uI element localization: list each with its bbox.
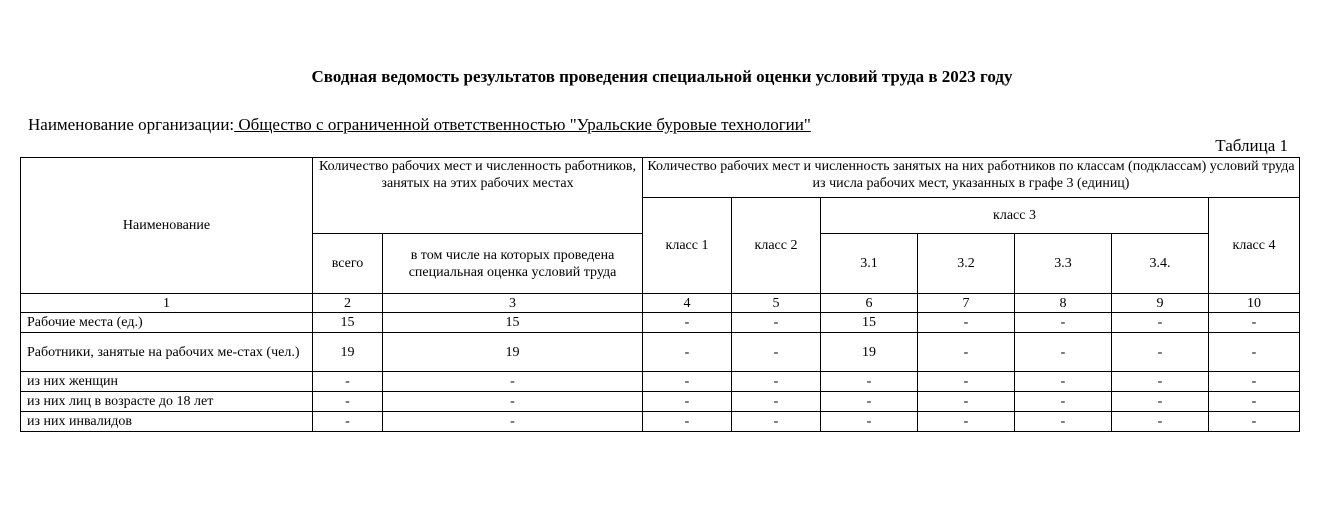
table-cell: -	[821, 412, 918, 432]
table-row	[21, 372, 1300, 392]
column-number: 6	[821, 294, 918, 313]
table-cell: -	[1015, 392, 1112, 412]
table-cell: -	[1209, 333, 1300, 372]
column-number-row	[21, 294, 1300, 313]
table-row	[21, 392, 1300, 412]
row-label: Рабочие места (ед.)	[21, 313, 313, 333]
table-cell: -	[821, 372, 918, 392]
row-label: из них женщин	[21, 372, 313, 392]
table-cell: -	[1112, 372, 1209, 392]
column-number: 8	[1015, 294, 1112, 313]
header-assessed: в том числе на которых проведена специальная оценка условий труда	[383, 234, 643, 294]
header-subclass-3-2: 3.2	[918, 234, 1015, 294]
table-cell: -	[918, 412, 1015, 432]
table-cell: 19	[383, 333, 643, 372]
header-row-1	[21, 158, 1300, 198]
summary-table	[20, 157, 1300, 432]
table-cell: -	[643, 392, 732, 412]
table-cell: -	[313, 392, 383, 412]
header-total: всего	[313, 234, 383, 294]
table-cell: 15	[313, 313, 383, 333]
table-row	[21, 333, 1300, 372]
column-number: 10	[1209, 294, 1300, 313]
table-caption: Таблица 1	[1215, 136, 1288, 155]
table-cell: -	[383, 412, 643, 432]
table-cell: -	[918, 313, 1015, 333]
table-cell: -	[313, 372, 383, 392]
header-subclass-3-4: 3.4.	[1112, 234, 1209, 294]
table-cell: -	[821, 392, 918, 412]
header-class-4: класс 4	[1209, 198, 1300, 294]
header-group-classes: Количество рабочих мест и численность занятых на них работников по классам (подклассам) условий труда из числа рабочих мест, указанных в графе 3 (единиц)	[643, 158, 1300, 198]
table-row	[21, 313, 1300, 333]
table-cell: 15	[821, 313, 918, 333]
header-subclass-3-3: 3.3	[1015, 234, 1112, 294]
table-cell: 19	[821, 333, 918, 372]
table-cell: -	[1209, 372, 1300, 392]
row-label: Работники, занятые на рабочих ме-стах (чел.)	[21, 333, 313, 372]
table-cell: -	[918, 333, 1015, 372]
row-label: из них инвалидов	[21, 412, 313, 432]
table-cell: -	[1112, 412, 1209, 432]
column-number: 9	[1112, 294, 1209, 313]
table-cell: -	[643, 333, 732, 372]
row-label: из них лиц в возрасте до 18 лет	[21, 392, 313, 412]
table-cell: -	[643, 372, 732, 392]
table-cell: -	[383, 372, 643, 392]
table-cell: -	[643, 313, 732, 333]
table-cell: -	[732, 412, 821, 432]
header-class-3: класс 3	[821, 198, 1209, 234]
table-cell: -	[1112, 313, 1209, 333]
table-row	[21, 412, 1300, 432]
table-cell: -	[918, 372, 1015, 392]
column-number: 7	[918, 294, 1015, 313]
organization-name: Общество с ограниченной ответственностью "Уральские буровые технологии"	[234, 115, 811, 134]
table-cell: -	[1209, 392, 1300, 412]
column-number: 4	[643, 294, 732, 313]
table-cell: -	[1015, 333, 1112, 372]
table-cell: -	[1112, 333, 1209, 372]
table-cell: -	[732, 372, 821, 392]
header-class-2: класс 2	[732, 198, 821, 294]
page-title: Сводная ведомость результатов проведения специальной оценки условий труда в 2023 году	[311, 67, 1013, 86]
table-cell: -	[383, 392, 643, 412]
table-cell: -	[732, 392, 821, 412]
organization-line	[28, 115, 811, 135]
header-class-1: класс 1	[643, 198, 732, 294]
table-cell: -	[643, 412, 732, 432]
table-cell: -	[918, 392, 1015, 412]
column-number: 2	[313, 294, 383, 313]
header-name: Наименование	[21, 158, 313, 294]
table-cell: -	[1015, 372, 1112, 392]
header-subclass-3-1: 3.1	[821, 234, 918, 294]
table-cell: 19	[313, 333, 383, 372]
table-cell: -	[732, 333, 821, 372]
column-number: 5	[732, 294, 821, 313]
table-cell: 15	[383, 313, 643, 333]
table-cell: -	[1015, 412, 1112, 432]
column-number: 3	[383, 294, 643, 313]
column-number: 1	[21, 294, 313, 313]
table-cell: -	[1209, 412, 1300, 432]
table-cell: -	[1015, 313, 1112, 333]
organization-label: Наименование организации:	[28, 115, 235, 134]
table-cell: -	[1209, 313, 1300, 333]
table-cell: -	[313, 412, 383, 432]
header-group-workplaces: Количество рабочих мест и численность работников, занятых на этих рабочих местах	[313, 158, 643, 234]
table-cell: -	[1112, 392, 1209, 412]
table-cell: -	[732, 313, 821, 333]
